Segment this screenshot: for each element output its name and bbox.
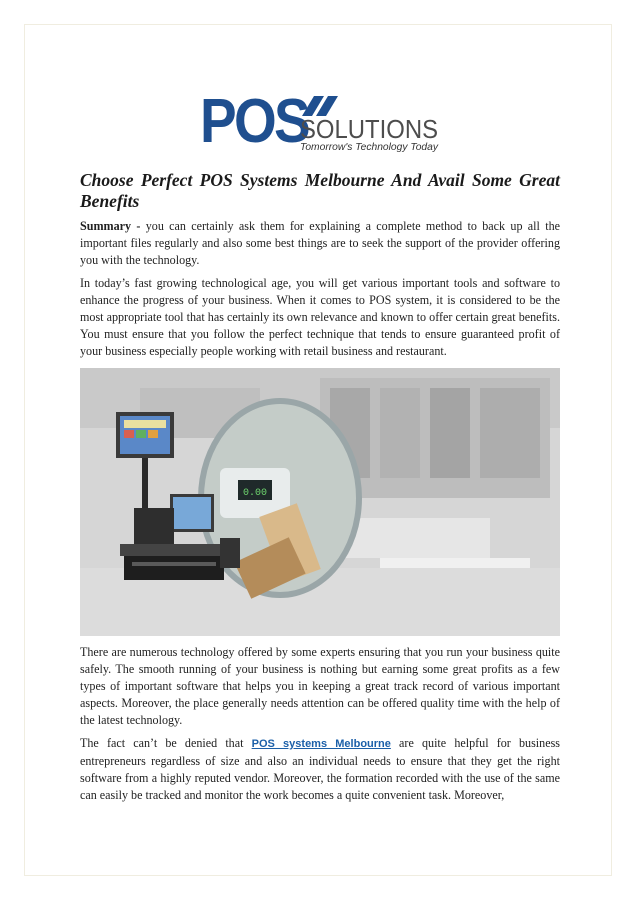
paragraph-1: In today’s fast growing technological age, you will get various important tools and software to enhance the progress of your business. When it comes to POS system, it is considered to be the most appropriate tool that has certainly its own relevance and known to offer certain great benefits. You must ensure that you follow the perfect technique that tends to ensure guaranteed profit of your business especially people working with retail business and restaurant. — [80, 276, 560, 358]
logo-tagline: Tomorrow's Technology Today — [300, 142, 440, 153]
logo-word: SOLUTIONS — [300, 114, 438, 144]
paragraph-3-start: The fact can’t be denied that — [80, 736, 252, 750]
article-title: Choose Perfect POS Systems Melbourne And Avail Some Great Benefits — [80, 170, 560, 211]
paragraph-3-end: are quite helpful for business entrepreneurs regardless of size and also an individual needs to ensure that they get the right software from a highly reputed vendor. Moreover, the formation recorded with the use of the same can easily be tracked and monitor the work becomes a quite convenient task. Moreover, — [80, 736, 560, 802]
summary-paragraph — [80, 218, 560, 269]
pos-store-photo — [80, 368, 560, 636]
summary-text: you can certainly ask them for explaining a complete method to back up all the important files regularly and also some best things are to seek the support of the provider offering you with the technology. — [80, 219, 560, 267]
store-illustration — [80, 368, 560, 636]
pos-solutions-logo — [200, 86, 440, 156]
paragraph-3 — [80, 735, 560, 804]
pos-systems-link[interactable]: POS systems Melbourne — [251, 738, 391, 750]
summary-label: Summary - — [80, 219, 141, 233]
paragraph-2: There are numerous technology offered by some experts ensuring that you run your business quite safely. The smooth running of your business is nothing but earning some great profits as a few types of important software that helps you in keeping a great track record of various important aspects. Moreover, the place generally needs attention can be offered quality time with the help of the latest technology. — [80, 645, 560, 727]
display-reading: 0.00 — [242, 488, 268, 499]
logo-mark: POS — [200, 87, 309, 156]
article — [80, 170, 560, 804]
